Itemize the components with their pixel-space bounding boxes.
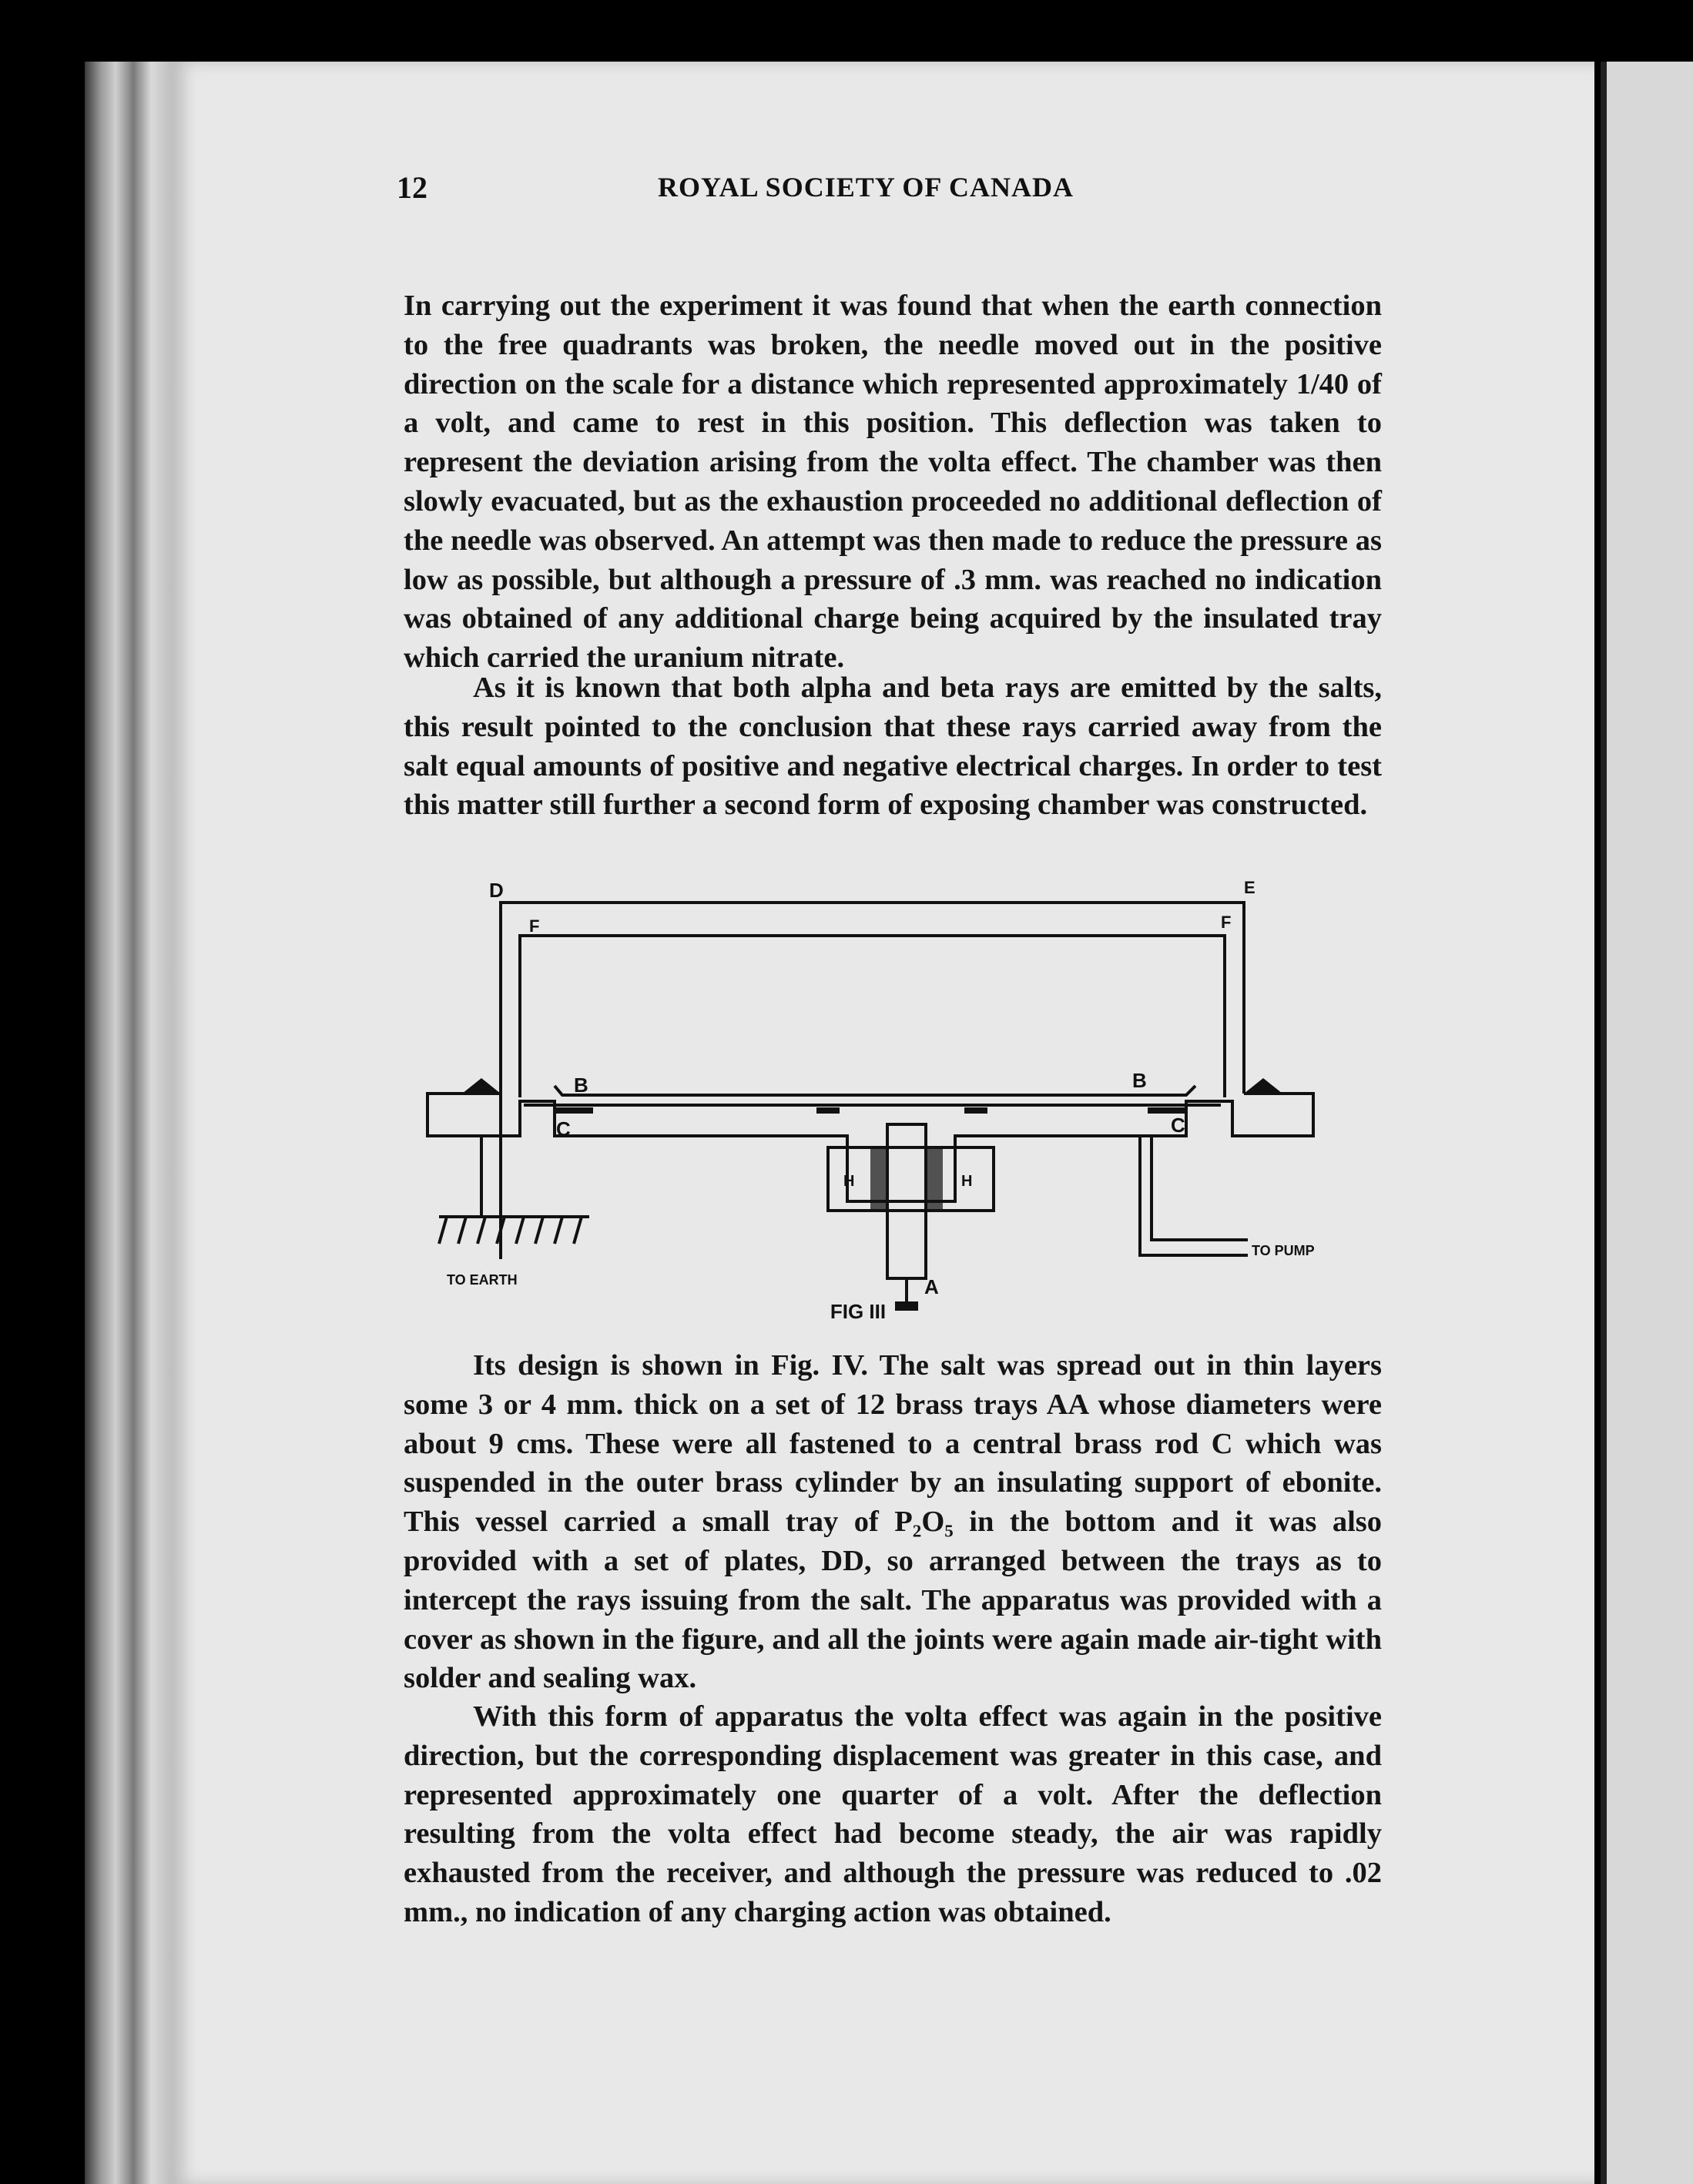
paragraph-2: As it is known that both alpha and beta rays are emitted by the salts, this result pointed to the conclusion that these rays carried away from the salt equal amounts of positive and negative electrical charges. In order to test this matter still further a second form of exposing chamber was constructed.	[404, 672, 1382, 822]
label-d: D	[489, 879, 504, 902]
apparatus-figure	[416, 878, 1371, 1340]
paragraph-1: In carrying out the experiment it was found that when the earth connection to the free quadrants was broken, the needle moved out in the positive direction on the scale for a distance which represented approximately 1/40 of a volt, and came to rest in this position. This deflection was taken to represent the deviation arising from the volta effect. The chamber was then slowly evacuated, but as the exhaustion proceeded no additional deflection of the needle was observed. An attempt was then made to reduce the pressure as low as possible, but although a pressure of .3 mm. was reached no indication was obtained of any additional charge being acquired by the insulated tray which carried the uranium nitrate.	[404, 290, 1382, 675]
tray-b	[555, 1086, 1195, 1095]
page-number: 12	[397, 170, 427, 205]
facing-page-edge	[1601, 62, 1693, 2184]
label-to-earth: TO EARTH	[447, 1272, 518, 1288]
label-c-right: C	[1171, 1114, 1185, 1137]
inner-shield	[520, 936, 1225, 1097]
book-spine-edge	[85, 62, 173, 2184]
label-b-left: B	[574, 1074, 588, 1097]
label-to-pump: TO PUMP	[1252, 1243, 1315, 1258]
paragraph-3: Its design is shown in Fig. IV. The salt was spread out in thin layers some 3 or 4 mm. thick on a set of 12 brass trays AA whose diameters were about 9 cms. These were all fastened to a central brass rod C which was suspended in the outer brass cylinder by an insulating support of ebonite. This vessel carried a small tray of P₂O₅ in the bottom and it was also provided with a set of plates, DD, so arranged between the trays as to intercept the rays issuing from the salt. The apparatus was provided with a cover as shown in the figure, and all the joints were again made air-tight with solder and sealing wax.	[404, 1349, 1382, 1695]
label-a: A	[924, 1275, 939, 1298]
label-f-right: F	[1221, 913, 1232, 932]
label-b-right: B	[1132, 1069, 1147, 1092]
label-e: E	[1244, 878, 1256, 897]
label-f-left: F	[529, 916, 540, 936]
journal-title: ROYAL SOCIETY OF CANADA	[657, 172, 1074, 203]
label-h-left: H	[843, 1173, 855, 1190]
pump-tube	[1140, 1136, 1248, 1255]
paragraph-4: With this form of apparatus the volta effect was again in the positive direction, but the corresponding displacement was greater in this case, and represented approximately one quarter of a volt. After the deflection resulting from the volta effect had become steady, the air was rapidly exhausted from the receiver, and although the pressure was reduced to .02 mm., no indication of any charging action was obtained.	[404, 1700, 1382, 1928]
figure-caption: FIG III	[830, 1300, 887, 1323]
label-c-left: C	[556, 1117, 571, 1141]
label-h-right: H	[961, 1173, 973, 1190]
running-head	[0, 169, 1693, 223]
apparatus-diagram	[416, 878, 1371, 1340]
pump-tube-inner	[1152, 1136, 1248, 1240]
cover-outline	[501, 903, 1244, 1094]
